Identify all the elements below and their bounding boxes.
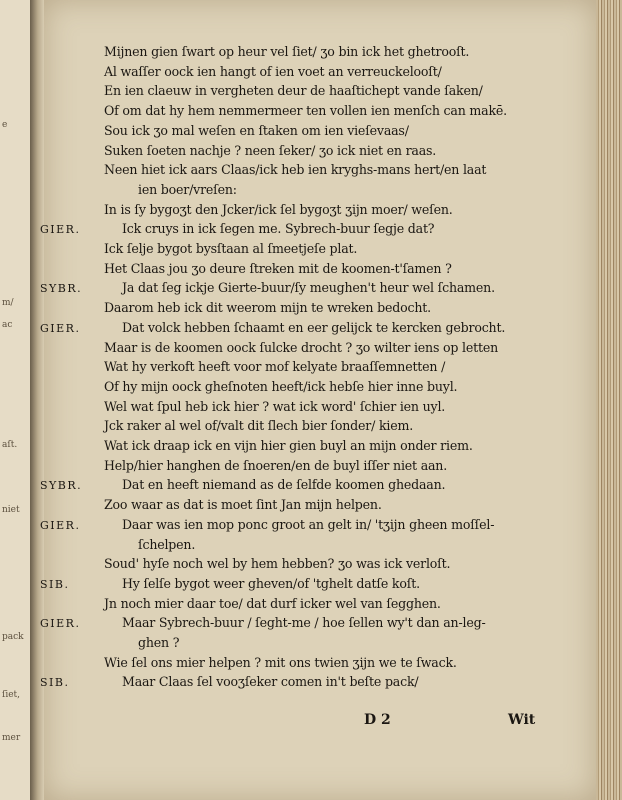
verse-line: Jck raker al wel of/valt dit ſlech bier ſonder/ kiem. bbox=[104, 418, 413, 434]
verse-line: Daarom heb ick dit weerom mijn te wreken bedocht. bbox=[104, 300, 431, 316]
verse-line: ien boer/vreſen: bbox=[138, 181, 237, 197]
speaker-label: GIER. bbox=[40, 321, 81, 335]
verse-line: Wel wat ſpul heb ick hier ? wat ick word' ſchier ien uyl. bbox=[104, 398, 446, 414]
verse-line: Ick ſelje bygot bysſtaan al ſmeetjeſe plat. bbox=[104, 241, 358, 256]
previous-page-fragment: ſiet, bbox=[2, 690, 21, 700]
verse-line: Help/hier hanghen de ſnoeren/en de buyl iſſer niet aan. bbox=[104, 457, 448, 473]
verse-line: Zoo waar as dat is moet ſint Jan mijn helpen. bbox=[104, 497, 382, 513]
verse-line: Ick cruys in ick ſegen me. Sybrech-buur ſegje dat? bbox=[122, 221, 435, 237]
verse-line: Maar Claas ſel vooʒſeker comen in't beſte pack/ bbox=[122, 674, 419, 690]
verse-line: Soud' hyſe noch wel by hem hebben? ʒo was ick verloſt. bbox=[104, 556, 451, 572]
previous-page-fragment: ac bbox=[2, 320, 13, 330]
previous-page-fragment: mer bbox=[2, 733, 21, 743]
verse-line: Neen hiet ick aars Claas/ick heb ien kryghs-mans hert/en laat bbox=[104, 162, 487, 178]
speaker-label: SYBR. bbox=[40, 479, 83, 493]
verse-line: Dat en heeft niemand as de ſelfde koomen ghedaan. bbox=[122, 477, 446, 493]
verse-line: Wie ſel ons mier helpen ? mit ons twien ʒijn we te ſwack. bbox=[104, 654, 457, 670]
verse-line: Hy ſelſe bygot weer gheven/of 'tghelt datſe koſt. bbox=[122, 575, 420, 591]
verse-line: Al waſſer oock ien hangt of ien voet an verreuckelooſt/ bbox=[104, 63, 442, 79]
verse-line: Mijnen gien ſwart op heur vel ſiet/ ʒo bin ick het ghetrooſt. bbox=[104, 44, 470, 59]
verse-line: Wat hy verkoft heeft voor mof kelyate braaſſemnetten / bbox=[104, 359, 446, 375]
previous-page-fragment: e bbox=[2, 120, 8, 130]
previous-page-fragment: pack bbox=[2, 632, 24, 642]
signature-mark: D 2 bbox=[364, 712, 391, 728]
speaker-label: GIER. bbox=[40, 518, 81, 532]
verse-line: Het Claas jou ʒo deure ſtreken mit de koomen-t'ſamen ? bbox=[104, 260, 452, 276]
catchword: Wit bbox=[508, 712, 536, 728]
verse-line: Ja dat ſeg ickje Gierte-buur/ſy meughen't heur wel ſchamen. bbox=[122, 280, 495, 296]
verse-line: Maar Sybrech-buur / ſeght-me / hoe ſellen wy't dan an-leg- bbox=[122, 615, 486, 631]
verse-line: Of hy mijn oock gheſnoten heeft/ick hebſe hier inne buyl. bbox=[104, 378, 458, 394]
verse-line: Suken ſoeten nachje ? neen ſeker/ ʒo ick niet en raas. bbox=[104, 142, 437, 158]
verse-line: Dat volck hebben ſchaamt en eer gelijck te kercken gebrocht. bbox=[122, 319, 506, 335]
verse-line: Wat ick draap ick en vijn hier gien buyl an mijn onder riem. bbox=[104, 438, 473, 453]
previous-page-fragment: m/ bbox=[2, 298, 14, 308]
verse-line: Of om dat hy hem nemmermeer ten vollen ien menſch can makē. bbox=[104, 103, 507, 119]
previous-page-fragment: aſt. bbox=[2, 440, 18, 450]
speaker-label: SIB. bbox=[40, 577, 70, 591]
speaker-label: SIB. bbox=[40, 676, 70, 690]
previous-page-edge bbox=[0, 0, 31, 800]
verse-line: ghen ? bbox=[138, 635, 180, 650]
speaker-label: SYBR. bbox=[40, 282, 83, 296]
page-stack-edges bbox=[596, 0, 622, 800]
speaker-label: GIER. bbox=[40, 617, 81, 631]
verse-line: Maar is de koomen oock ſulcke drocht ? ʒo wilter iens op letten bbox=[104, 339, 499, 355]
previous-page-fragment: niet bbox=[2, 505, 20, 515]
speaker-label: GIER. bbox=[40, 223, 81, 237]
verse-line: ſchelpen. bbox=[138, 536, 196, 552]
verse-line: Jn noch mier daar toe/ dat durf icker wel van ſegghen. bbox=[104, 595, 441, 611]
verse-line: En ien claeuw in vergheten deur de haaſtichept vande ſaken/ bbox=[104, 83, 483, 99]
verse-line: Daar was ien mop ponc groot an gelt in/ 'tʒijn gheen moſſel- bbox=[122, 516, 495, 532]
verse-line: In is ſy bygoʒt den Jcker/ick ſel bygoʒt ʒijn moer/ weſen. bbox=[104, 201, 453, 217]
verse-line: Sou ick ʒo mal weſen en ſtaken om ien vieſevaas/ bbox=[104, 122, 409, 138]
